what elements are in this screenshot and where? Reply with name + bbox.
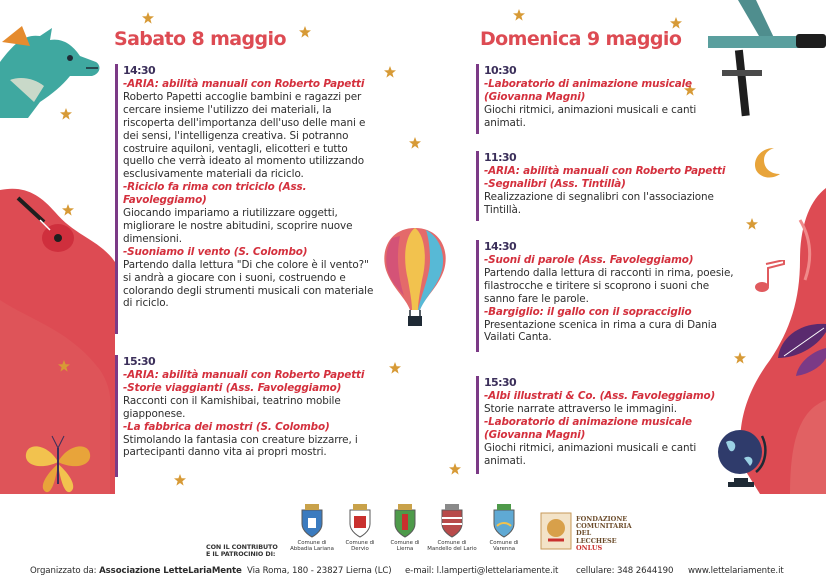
- activity-title: -Laboratorio di animazione musicale (Giovanna Magni): [484, 415, 692, 441]
- municipality-line: Comune di: [390, 540, 420, 546]
- address-text: Via Roma, 180 - 23827 Lierna (LC): [247, 566, 392, 576]
- time-label: 10:30: [484, 64, 517, 77]
- activity-desc: Realizzazione di segnalibri con l'associazione Tintillà.: [484, 190, 714, 216]
- municipality-name: Mandello del Lario: [427, 546, 477, 552]
- activity-title: -Bargiglio: il gallo con il sopracciglio: [484, 305, 692, 318]
- municipality-name: Lierna: [396, 546, 414, 552]
- municipality-mandello: [422, 504, 482, 552]
- activity-title: -Suoni di parole (Ass. Favoleggiamo): [484, 254, 694, 266]
- saturday-block-1430: [115, 64, 377, 334]
- activity-title: -Segnalibri (Ass. Tintillà): [484, 177, 626, 190]
- activity-desc: Giochi ritmici, animazioni musicali e canti animati.: [484, 103, 697, 129]
- activity-desc: Giocando impariamo a riutilizzare oggetti, migliorare le nostre abitudini, scoprire nuove dimensioni.: [123, 207, 353, 245]
- organizer-label: Organizzato da:: [30, 566, 97, 576]
- activity-title: -ARIA: abilità manuali con Roberto Papetti: [484, 165, 726, 177]
- guitar-icon: [14, 196, 78, 258]
- time-label: 14:30: [123, 64, 156, 77]
- sunday-block-1130: [476, 151, 738, 221]
- website-link[interactable]: www.lettelariamente.it: [688, 566, 784, 576]
- dragon-icon: [0, 22, 104, 118]
- time-label: 15:30: [484, 376, 517, 389]
- contribution-line: CON IL CONTRIBUTO: [206, 543, 278, 551]
- butterfly-icon: [22, 426, 94, 498]
- sunday-title: Domenica 9 maggio: [480, 28, 682, 50]
- time-label: 15:30: [123, 355, 156, 368]
- activity-title: -Suoniamo il vento (S. Colombo): [123, 245, 308, 258]
- municipality-line: Comune di: [489, 540, 519, 546]
- contribution-label: [206, 544, 278, 558]
- activity-title: -Storie viaggianti (Ass. Favoleggiamo): [123, 381, 342, 394]
- crest-icon: [347, 504, 373, 538]
- moon-icon: [752, 146, 784, 180]
- sunday-block-1030: [476, 64, 738, 134]
- municipality-name: Dervio: [351, 546, 369, 552]
- activity-title: -ARIA: abilità manuali con Roberto Papetti: [123, 369, 365, 381]
- footer: [0, 494, 826, 582]
- municipality-name: Varenna: [492, 546, 516, 552]
- saturday-title: Sabato 8 maggio: [114, 28, 286, 50]
- organizer-name: Associazione LetteLariaMente: [99, 566, 242, 576]
- municipality-line: Comune di: [345, 540, 375, 546]
- leaf-icon: [770, 318, 826, 378]
- activity-title: -Laboratorio di animazione musicale (Giovanna Magni): [484, 78, 692, 103]
- foundation-line: ONLUS: [576, 543, 603, 552]
- municipality-line: Comune di: [297, 540, 327, 546]
- email-link[interactable]: e-mail: l.lamperti@lettelariamente.it: [405, 566, 559, 576]
- foundation-line: DEL LECCHESE: [576, 529, 617, 545]
- foundation-emblem-icon: [540, 512, 572, 550]
- activity-desc: Roberto Papetti accoglie bambini e ragazzi per cercare insieme l'utilizzo dei materiali, la riscoperta dell'importanza dell'uso delle mani e dei sensi, l'intelligenza creativa. Si potranno costruire aquiloni, ventagli, elicotteri e tutto quello che verrà ideato al momento utilizzando esclusivamente materiali da riciclo.: [123, 90, 366, 181]
- music-note-icon: [752, 260, 788, 294]
- saturday-block-1530: [115, 355, 377, 477]
- crest-icon: [392, 504, 418, 538]
- activity-desc: Partendo dalla lettura di racconti in rima, poesie, filastrocche e tiritere si scoprono i suoni che sanno fare le parole.: [484, 266, 734, 305]
- contribution-line: E IL PATROCINIO DI:: [206, 550, 276, 558]
- foundation-line: COMUNITARIA: [576, 522, 632, 531]
- crest-icon: [439, 504, 465, 538]
- foundation-logo: [540, 512, 630, 552]
- activity-title: -Riciclo fa rima con triciclo (Ass. Favoleggiamo): [123, 181, 307, 207]
- sunday-block-1430: [476, 240, 738, 352]
- activity-desc: Presentazione scenica in rima a cura di Dania Vailati Canta.: [484, 318, 717, 344]
- organizer-line: [30, 566, 242, 576]
- sunday-block-1530: [476, 376, 738, 474]
- activity-desc: Stimolando la fantasia con creature bizzarre, i partecipanti danno vita ai propri mostri.: [123, 433, 358, 459]
- activity-desc: Racconti con il Kamishibai, teatrino mobile giapponese.: [123, 394, 341, 420]
- activity-title: -Albi illustrati & Co. (Ass. Favoleggiamo): [484, 390, 716, 402]
- activity-desc: Storie narrate attraverso le immagini.: [484, 402, 677, 415]
- foundation-line: FONDAZIONE: [576, 515, 628, 523]
- activity-desc: Giochi ritmici, animazioni musicali e canti animati.: [484, 441, 697, 467]
- municipality-line: Comune di: [437, 540, 467, 546]
- activity-desc: Partendo dalla lettura "Di che colore è il vento?" si andrà a giocare con i suoni, costruendo e colorando degli strumenti musicali con materiale di riciclo.: [123, 258, 374, 310]
- activity-title: -ARIA: abilità manuali con Roberto Papetti: [123, 78, 365, 90]
- municipality-name: Abbadia Lariana: [290, 546, 334, 552]
- crest-icon: [491, 504, 517, 538]
- hot-air-balloon-icon: [380, 226, 450, 330]
- activity-title: -La fabbrica dei mostri (S. Colombo): [123, 420, 330, 433]
- time-label: 11:30: [484, 151, 517, 164]
- time-label: 14:30: [484, 240, 517, 253]
- municipality-varenna: [474, 504, 534, 552]
- crest-icon: [299, 504, 325, 538]
- foundation-name: [576, 516, 632, 552]
- phone-text: cellulare: 348 2644190: [576, 566, 674, 576]
